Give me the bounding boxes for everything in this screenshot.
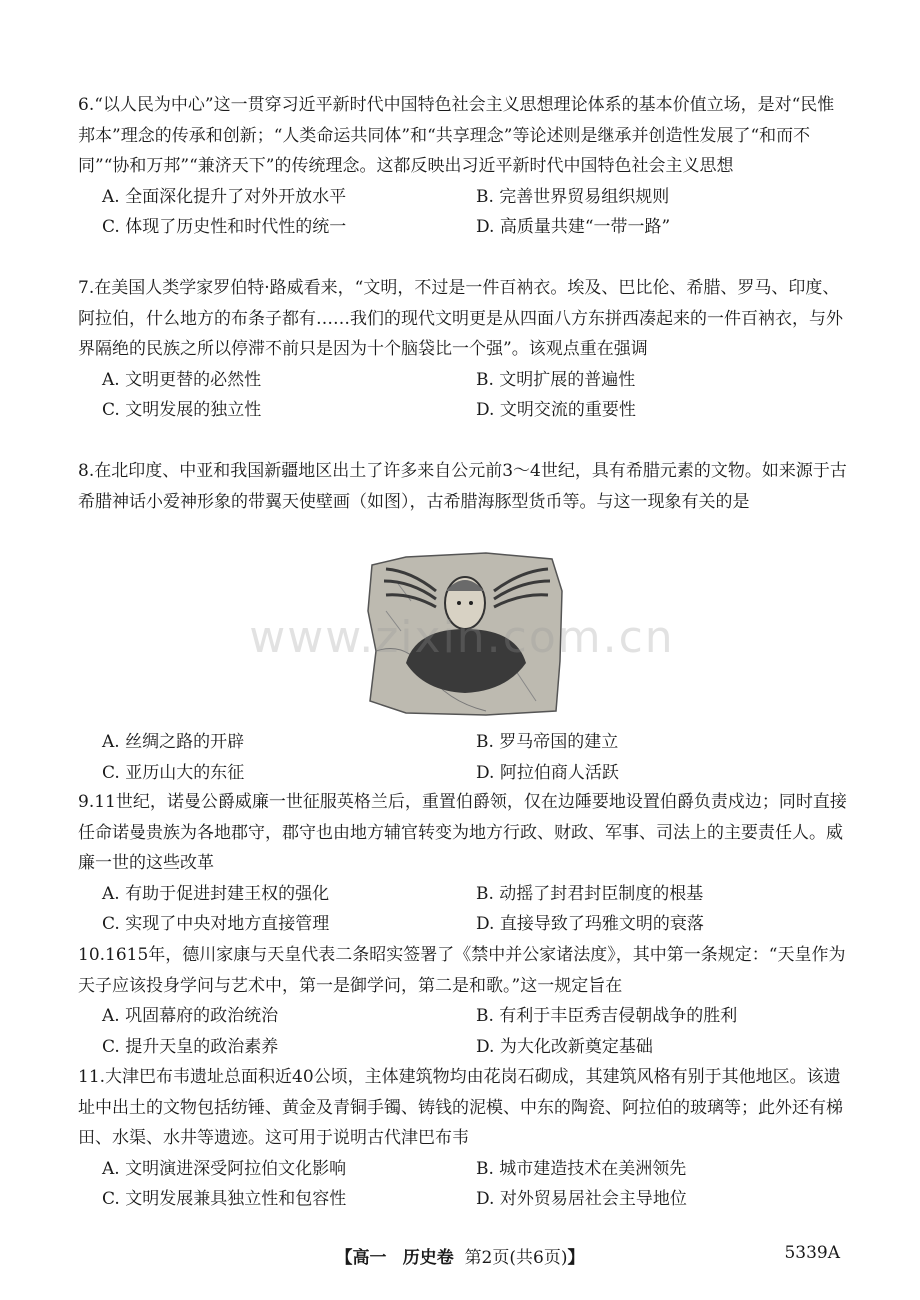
option-d: D. 文明交流的重要性 — [476, 400, 636, 420]
question-stem — [78, 90, 848, 182]
footer-page: 第2页(共6页) — [464, 1248, 568, 1268]
question-text: 大津巴布韦遗址总面积近40公顷，主体建筑物均由花岗石砌成，其建筑风格有别于其他地区。该遗址中出土的文物包括纺锤、黄金及青铜手镯、铸钱的泥模、中东的陶瓷、阿拉伯的玻璃等；此外还有梯田、水渠、水井等遗迹。这可用于说明古代津巴布韦 — [78, 1067, 843, 1148]
question-8-options — [78, 727, 848, 788]
question-number: 11. — [78, 1067, 106, 1087]
option-a: A. 文明演进深受阿拉伯文化影响 — [102, 1158, 347, 1179]
option-b: B. 罗马帝国的建立 — [476, 732, 619, 752]
question-10 — [78, 940, 848, 1062]
question-11 — [78, 1062, 848, 1215]
option-d: D. 对外贸易居社会主导地位 — [476, 1189, 687, 1209]
option-a: A. 丝绸之路的开辟 — [102, 732, 245, 752]
fresco-image — [366, 551, 566, 717]
footer-bracket-open: 【 — [335, 1248, 353, 1268]
question-text: 11世纪，诺曼公爵威廉一世征服英格兰后，重置伯爵领，仅在边陲要地设置伯爵负责戍边；同时直接任命诺曼贵族为各地郡守，郡守也由地方辅官转变为地方行政、财政、军事、司法上的主要责任人。威廉一世的这些改革 — [78, 792, 847, 873]
exam-code: 5339A — [784, 1243, 840, 1263]
question-stem — [78, 273, 848, 365]
footer-grade: 高一 — [352, 1248, 387, 1268]
option-b: B. 文明扩展的普遍性 — [476, 369, 636, 390]
options — [102, 1154, 848, 1215]
question-text: “以人民为中心”这一贯穿习近平新时代中国特色社会主义思想理论体系的基本价值立场，是对“民惟邦本”理念的传承和创新；“人类命运共同体”和“共享理念”等论述则是继承并创造性发展了“和而不同”“协和万邦”“兼济天下”的传统理念。这都反映出习近平新时代中国特色社会主义思想 — [78, 95, 835, 176]
option-d: D. 阿拉伯商人活跃 — [476, 762, 619, 783]
footer-subject: 历史卷 — [402, 1248, 454, 1268]
option-c: C. 体现了历史性和时代性的统一 — [102, 217, 347, 237]
question-text: 在美国人类学家罗伯特·路威看来，“文明，不过是一件百衲衣。埃及、巴比伦、希腊、罗马、印度、阿拉伯，什么地方的布条子都有……我们的现代文明更是从四面八方东拼西凑起来的一件百衲衣，与外界隔绝的民族之所以停滞不前只是因为十个脑袋比一个强”。该观点重在强调 — [78, 278, 843, 359]
option-a: A. 有助于促进封建王权的强化 — [102, 883, 330, 904]
option-b: B. 动摇了封君封臣制度的根基 — [476, 883, 704, 904]
option-c: C. 提升天皇的政治素养 — [102, 1036, 279, 1057]
question-number: 7. — [78, 278, 95, 298]
question-9 — [78, 787, 848, 940]
options — [102, 1001, 848, 1062]
question-text: 在北印度、中亚和我国新疆地区出土了许多来自公元前3～4世纪，具有希腊元素的文物。如来源于古希腊神话小爱神形象的带翼天使壁画（如图），古希腊海豚型货币等。与这一现象有关的是 — [78, 461, 847, 512]
footer-bracket-close: 】 — [567, 1248, 585, 1268]
question-7 — [78, 273, 848, 426]
option-a: A. 全面深化提升了对外开放水平 — [102, 186, 347, 207]
option-a: A. 巩固幕府的政治统治 — [102, 1006, 279, 1026]
option-d: D. 为大化改新奠定基础 — [476, 1036, 653, 1057]
question-stem — [78, 456, 848, 517]
option-b: B. 有利于丰臣秀吉侵朝战争的胜利 — [476, 1006, 738, 1026]
question-number: 6. — [78, 95, 95, 115]
question-6 — [78, 90, 848, 243]
options — [102, 879, 848, 940]
question-stem — [78, 787, 848, 879]
option-d: D. 高质量共建“一带一路” — [476, 217, 671, 237]
option-d: D. 直接导致了玛雅文明的衰落 — [476, 914, 704, 934]
options — [102, 182, 848, 243]
watermark: www.zixin.com.cn — [249, 612, 675, 663]
question-number: 8. — [78, 461, 95, 481]
footer-title — [0, 1243, 920, 1268]
question-stem — [78, 1062, 848, 1154]
options — [102, 365, 848, 426]
options — [102, 727, 848, 788]
option-b: B. 城市建造技术在美洲领先 — [476, 1158, 687, 1179]
option-a: A. 文明更替的必然性 — [102, 369, 262, 390]
option-b: B. 完善世界贸易组织规则 — [476, 186, 670, 207]
question-text: 1615年，德川家康与天皇代表二条昭实签署了《禁中并公家诸法度》，其中第一条规定：“天皇作为天子应该投身学问与艺术中，第一是御学问，第二是和歌。”这一规定旨在 — [78, 945, 846, 996]
option-c: C. 文明发展的独立性 — [102, 400, 262, 420]
question-number: 10. — [78, 945, 106, 965]
question-stem — [78, 940, 848, 1001]
question-8 — [78, 456, 848, 517]
option-c: C. 实现了中央对地方直接管理 — [102, 914, 330, 934]
option-c: C. 亚历山大的东征 — [102, 762, 245, 783]
option-c: C. 文明发展兼具独立性和包容性 — [102, 1189, 347, 1209]
question-number: 9. — [78, 792, 95, 812]
